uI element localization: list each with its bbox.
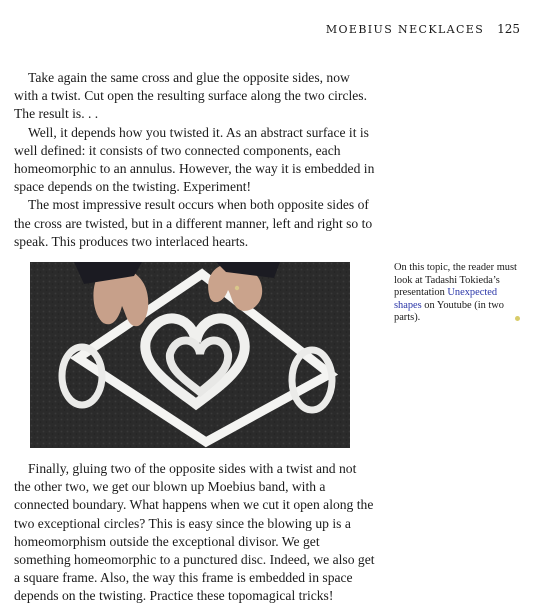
margin-dot xyxy=(515,316,520,321)
main-text-top xyxy=(14,69,376,251)
running-title: MOEBIUS NECKLACES xyxy=(325,23,485,36)
paragraph: Finally, gluing two of the opposite sides with a twist and not the other two, we get our blown up Moebius band, with a connected boundary. What happens when we cut it open along the two exceptional circles? This is easy since the blowing up is a homeomorphism outside the exceptional divisor. We get something homeomorphic to a punctured disc. Indeed, we also get a square frame. Also, the way this frame is embedded in space depends on the twisting. Practice these topomagical tricks! xyxy=(14,461,375,604)
margin-note-text: On this topic, the reader must look at Tadashi Tokieda’s presentation xyxy=(394,262,517,298)
paragraph: Well, it depends how you twisted it. As an abstract surface it is well defined: it consists of two connected components, each homeomorphic to an annulus. However, the way it is embedded in space depends on the twisting. Experiment! xyxy=(14,124,375,195)
unexpected-shapes-link[interactable]: Unexpected shapes xyxy=(394,287,498,311)
paragraph: Take again the same cross and glue the opposite sides, now with a twist. Cut open the resulting surface along the two circles. The result is. . . xyxy=(14,70,367,122)
paragraph: The most impressive result occurs when both opposite sides of the cross are twisted, but in a different manner, left and right so to speak. This produces two interlaced hearts. xyxy=(14,197,373,249)
page-number: 125 xyxy=(497,22,520,36)
running-header xyxy=(326,22,520,36)
margin-note xyxy=(394,262,522,325)
photo-interlaced-hearts xyxy=(30,262,350,448)
photo-illustration xyxy=(30,262,350,448)
margin-note-text-end: on Youtube (in two parts). xyxy=(394,299,504,323)
main-text-bottom xyxy=(14,460,376,606)
